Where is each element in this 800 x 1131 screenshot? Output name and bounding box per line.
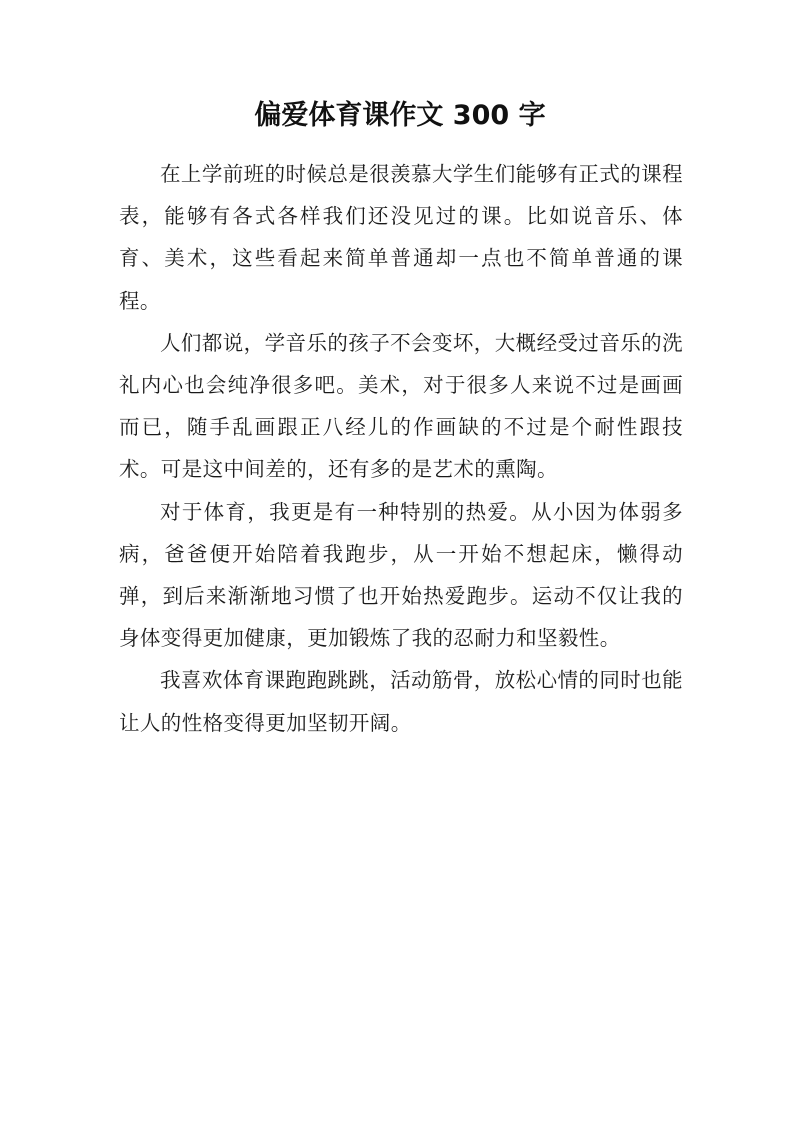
paragraph-1: 在上学前班的时候总是很羡慕大学生们能够有正式的课程表，能够有各式各样我们还没见过的课。比如说音乐、体育、美术，这些看起来简单普通却一点也不简单普通的课程。 (119, 162, 683, 313)
paragraph-4: 我喜欢体育课跑跑跳跳，活动筋骨，放松心情的同时也能让人的性格变得更加坚韧开阔。 (119, 668, 683, 735)
paragraph-2: 人们都说，学音乐的孩子不会变坏，大概经受过音乐的洗礼内心也会纯净很多吧。美术，对于很多人来说不过是画画而已，随手乱画跟正八经儿的作画缺的不过是个耐性跟技术。可是这中间差的，还有多的是艺术的熏陶。 (119, 330, 683, 482)
document-body (119, 153, 683, 744)
paragraph-3: 对于体育，我更是有一种特别的热爱。从小因为体弱多病，爸爸便开始陪着我跑步，从一开始不想起床，懒得动弹，到后来渐渐地习惯了也开始热爱跑步。运动不仅让我的身体变得更加健康，更加锻炼了我的忍耐力和坚毅性。 (119, 499, 683, 651)
document-title: 偏爱体育课作文 300 字 (254, 100, 546, 131)
